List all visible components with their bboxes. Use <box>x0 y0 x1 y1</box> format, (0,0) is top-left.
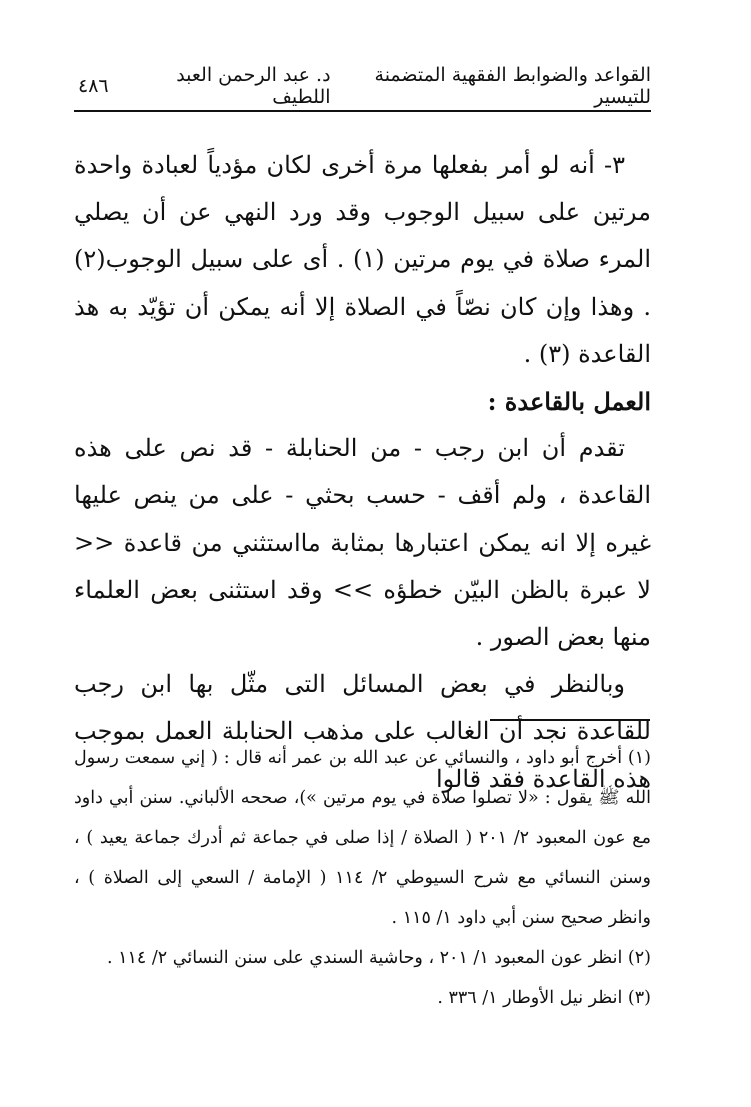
paragraph-hanbali: وبالنظر في بعض المسائل التى مثّل بها ابن رجب للقاعدة نجد أن الغالب على مذهب الحنابلة العمل بموجب هذه القاعدة فقد قالوا <box>74 670 651 793</box>
book-title: القواعد والضوابط الفقهية المتضمنة للتيسير <box>374 64 651 108</box>
main-text <box>74 142 651 803</box>
header-rule <box>74 110 651 112</box>
section-heading: العمل بالقاعدة : <box>487 387 651 417</box>
footnote-3: (٣) انظر نيل الأوطار ١/ ٣٣٦ . <box>437 988 651 1008</box>
author-name: د. عبد الرحمن العبد اللطيف <box>176 64 331 108</box>
header-left-group <box>78 64 331 108</box>
footnotes <box>74 738 651 1018</box>
footnote-1: (١) أخرج أبو داود ، والنسائي عن عبد الله بن عمر أنه قال : ( إني سمعت رسول الله ﷺ يقول : «لا تصلوا صلاة في يوم مرتين »)، صححه الألباني. سنن أبي داود مع عون المعبود ٢/ ٢٠١ ( الصلاة / إذا صلى في جماعة ثم أدرك جماعة يعيد ) ، وسنن النسائي مع شرح السيوطي ٢/ ١١٤ ( الإمامة / السعي إلى الصلاة ) ، وانظر صحيح سنن أبي داود ١/ ١١٥ . <box>74 748 651 928</box>
footnote-2: (٢) انظر عون المعبود ١/ ٢٠١ ، وحاشية السندي على سنن النسائي ٢/ ١١٤ . <box>106 948 651 968</box>
page-number: ٤٨٦ <box>78 75 109 97</box>
running-header <box>78 64 651 108</box>
footnote-separator <box>490 719 650 721</box>
paragraph-ibn-rajab: تقدم أن ابن رجب - من الحنابلة - قد نص على هذه القاعدة ، ولم أقف - حسب بحثي - على من ينص عليها غيره إلا انه يمكن اعتبارها بمثابة مااستثني من قاعدة << لا عبرة بالظن البيّن خطؤه >> وقد استثنى بعض العلماء منها بعض الصور . <box>74 434 651 652</box>
paragraph-point-3: ٣- أنه لو أمر بفعلها مرة أخرى لكان مؤدياً لعبادة واحدة مرتين على سبيل الوجوب وقد ورد النهي عن أن يصلي المرء صلاة في يوم مرتين (١) . أى على سبيل الوجوب(٢) . وهذا وإن كان نصّاً في الصلاة إلا أنه يمكن أن تؤيّد به هذ القاعدة (٣) . <box>74 151 651 368</box>
